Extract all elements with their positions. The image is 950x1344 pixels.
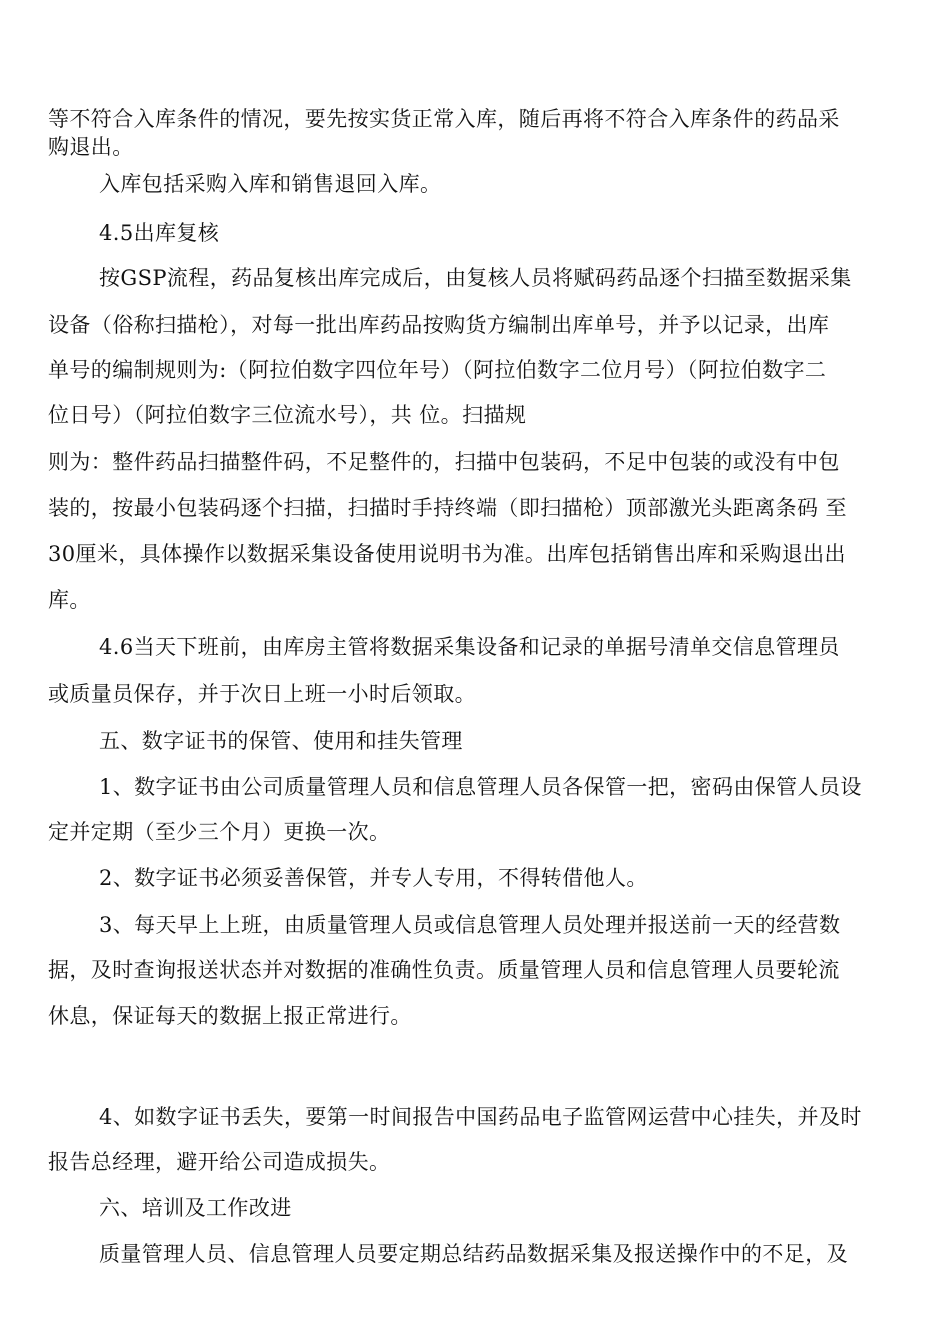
text-line: 购退出。 bbox=[48, 135, 134, 159]
text-line: 库。 bbox=[48, 588, 91, 612]
section-heading: 六、培训及工作改进 bbox=[99, 1196, 292, 1220]
section-heading: 五、数字证书的保管、使用和挂失管理 bbox=[99, 729, 463, 753]
text-line: 设备（俗称扫描枪），对每一批出库药品按购货方编制出库单号，并予以记录，出库 bbox=[48, 313, 830, 337]
text-line: 质量管理人员、信息管理人员要定期总结药品数据采集及报送操作中的不足，及 bbox=[99, 1242, 848, 1266]
text-line: 或质量员保存，并于次日上班一小时后领取。 bbox=[48, 682, 476, 706]
text-line: 入库包括采购入库和销售退回入库。 bbox=[99, 172, 442, 196]
text-line: 定并定期（至少三个月）更换一次。 bbox=[48, 820, 391, 844]
text-line: 1、数字证书由公司质量管理人员和信息管理人员各保管一把，密码由保管人员设 bbox=[99, 775, 862, 799]
text-line: 30厘米，具体操作以数据采集设备使用说明书为准。出库包括销售出库和采购退出出 bbox=[48, 542, 846, 566]
text-line: 按GSP流程，药品复核出库完成后，由复核人员将赋码药品逐个扫描至数据采集 bbox=[99, 266, 852, 290]
text-line: 3、每天早上上班，由质量管理人员或信息管理人员处理并报送前一天的经营数 bbox=[99, 913, 841, 937]
text-line: 等不符合入库条件的情况，要先按实货正常入库，随后再将不符合入库条件的药品采 bbox=[48, 107, 840, 131]
text-line: 报告总经理，避开给公司造成损失。 bbox=[48, 1150, 391, 1174]
text-line: 则为：整件药品扫描整件码，不足整件的，扫描中包装码，不足中包装的或没有中包 bbox=[48, 450, 840, 474]
text-line: 4.6当天下班前，由库房主管将数据采集设备和记录的单据号清单交信息管理员 bbox=[99, 635, 840, 659]
text-line: 2、数字证书必须妥善保管，并专人专用，不得转借他人。 bbox=[99, 866, 648, 890]
text-line: 位日号）（阿拉伯数字三位流水号），共 位。扫描规 bbox=[48, 403, 527, 427]
text-line: 4、如数字证书丢失，要第一时间报告中国药品电子监管网运营中心挂失，并及时 bbox=[99, 1105, 862, 1129]
text-line: 单号的编制规则为:（阿拉伯数字四位年号）（阿拉伯数字二位月号）（阿拉伯数字二 bbox=[48, 358, 827, 382]
section-heading: 4.5出库复核 bbox=[99, 221, 220, 245]
text-line: 据，及时查询报送状态并对数据的准确性负责。质量管理人员和信息管理人员要轮流 bbox=[48, 958, 840, 982]
text-line: 装的，按最小包装码逐个扫描，扫描时手持终端（即扫描枪）顶部激光头距离条码 至 bbox=[48, 496, 847, 520]
text-line: 休息，保证每天的数据上报正常进行。 bbox=[48, 1004, 412, 1028]
